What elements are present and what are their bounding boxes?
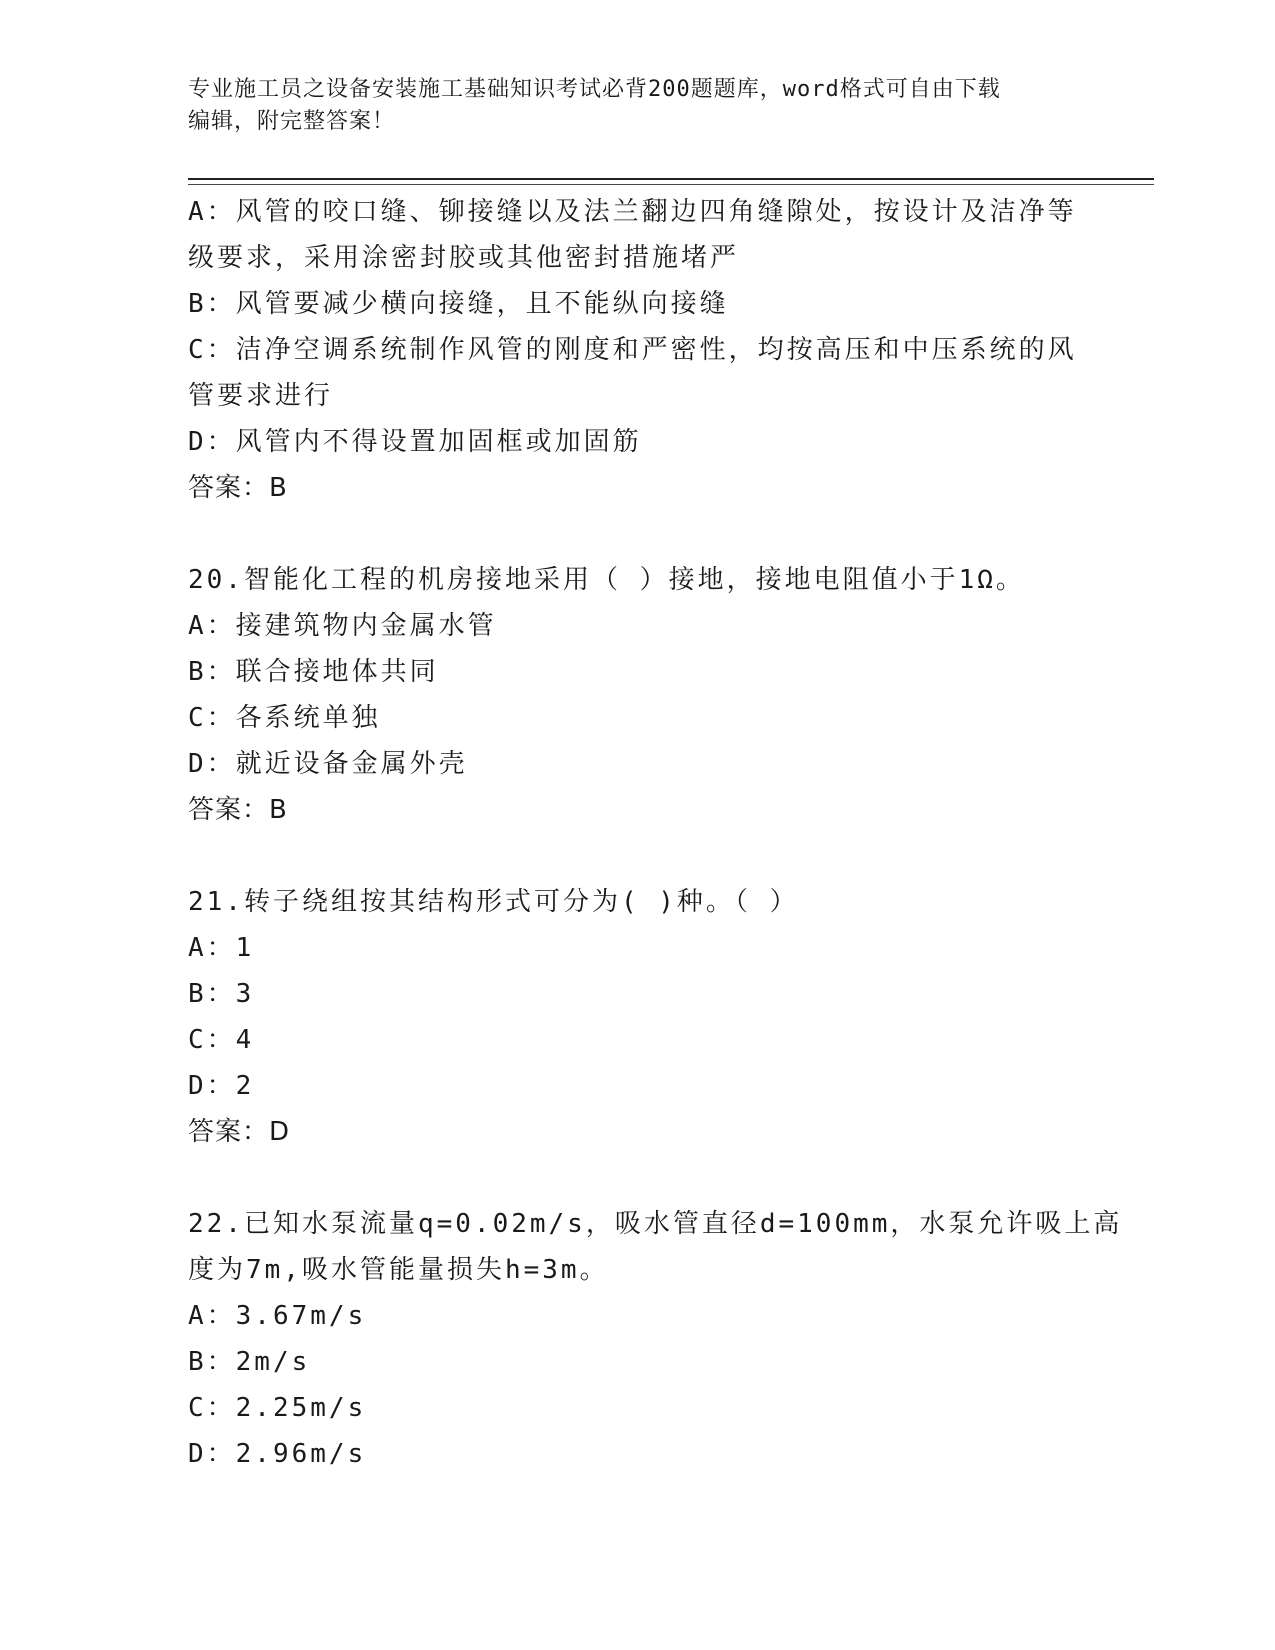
question-20	[188, 557, 1088, 833]
option-b: B：2m/s	[188, 1347, 311, 1377]
option-d: D：就近设备金属外壳	[188, 749, 468, 779]
question-text: 20.智能化工程的机房接地采用（ ）接地，接地电阻值小于1Ω。	[188, 565, 1025, 595]
option-d: D：2.96m/s	[188, 1439, 367, 1469]
document-header	[188, 74, 1088, 138]
question-text-line-2: 度为7m,吸水管能量损失h=3m。	[188, 1255, 609, 1285]
question-22	[188, 1201, 1123, 1477]
question-19	[188, 189, 1088, 511]
option-c: C：4	[188, 1025, 255, 1055]
header-line-2: 编辑，附完整答案！	[188, 109, 396, 134]
option-a: A：1	[188, 933, 255, 963]
header-rule-thick	[188, 178, 1154, 180]
header-line-1: 专业施工员之设备安装施工基础知识考试必背200题题库，word格式可自由下载	[188, 77, 1001, 102]
option-a-line-1: A：风管的咬口缝、铆接缝以及法兰翻边四角缝隙处，按设计及洁净等	[188, 197, 1077, 227]
option-a: A：3.67m/s	[188, 1301, 367, 1331]
question-text: 21.转子绕组按其结构形式可分为( )种。（ ）	[188, 887, 799, 917]
option-a: A：接建筑物内金属水管	[188, 611, 497, 641]
question-list	[188, 189, 1123, 1477]
option-c: C：各系统单独	[188, 703, 381, 733]
option-c-line-1: C：洁净空调系统制作风管的刚度和严密性，均按高压和中压系统的风	[188, 335, 1077, 365]
option-c: C：2.25m/s	[188, 1393, 367, 1423]
option-b: B：3	[188, 979, 255, 1009]
answer: 答案：D	[188, 1117, 291, 1147]
option-a-line-2: 级要求，采用涂密封胶或其他密封措施堵严	[188, 243, 740, 273]
answer: 答案：B	[188, 473, 288, 503]
answer: 答案：B	[188, 795, 288, 825]
option-b: B：联合接地体共同	[188, 657, 439, 687]
spacer	[188, 1155, 1088, 1201]
option-b: B：风管要减少横向接缝，且不能纵向接缝	[188, 289, 729, 319]
spacer	[188, 833, 1088, 879]
question-text-line-1: 22.已知水泵流量q=0.02m/s，吸水管直径d=100mm，水泵允许吸上高	[188, 1209, 1123, 1239]
option-d: D：风管内不得设置加固框或加固筋	[188, 427, 642, 457]
spacer	[188, 511, 1088, 557]
option-c-line-2: 管要求进行	[188, 381, 334, 411]
question-21	[188, 879, 1088, 1155]
header-rule-thin	[188, 184, 1154, 185]
option-d: D：2	[188, 1071, 255, 1101]
